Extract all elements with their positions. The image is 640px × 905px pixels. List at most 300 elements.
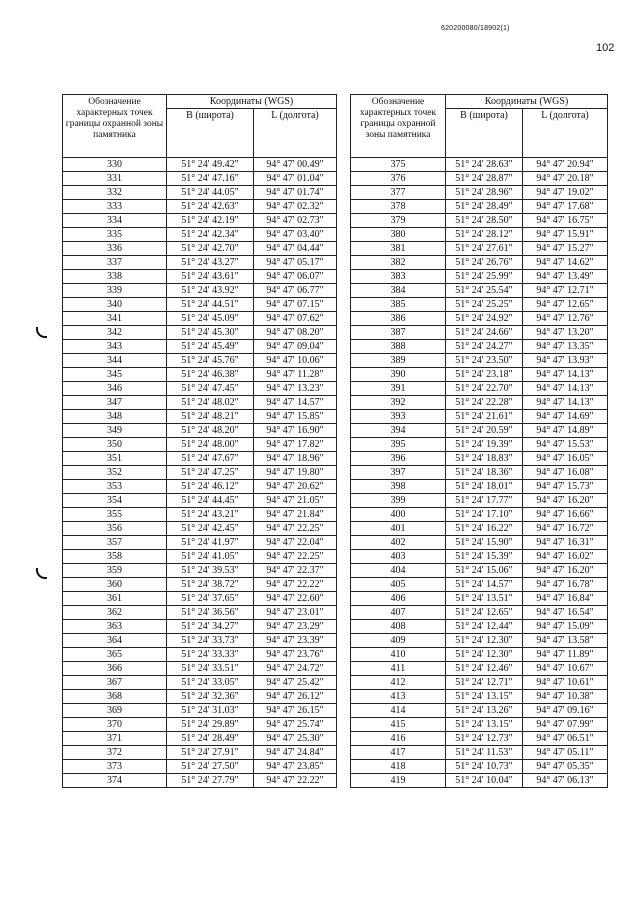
longitude-cell: 94° 47' 10.61" — [523, 676, 608, 690]
table-row — [63, 466, 337, 480]
table-row — [63, 228, 337, 242]
longitude-cell: 94° 47' 16.72" — [523, 522, 608, 536]
point-number-cell: 371 — [63, 732, 167, 746]
longitude-cell: 94° 47' 23.29" — [254, 620, 337, 634]
point-number-cell: 385 — [351, 298, 446, 312]
point-number-cell: 395 — [351, 438, 446, 452]
latitude-cell: 51° 24' 18.01" — [446, 480, 523, 494]
latitude-cell: 51° 24' 22.28" — [446, 396, 523, 410]
table-row — [351, 704, 608, 718]
table-row — [351, 382, 608, 396]
longitude-cell: 94° 47' 01.04" — [254, 172, 337, 186]
latitude-cell: 51° 24' 14.57" — [446, 578, 523, 592]
point-number-cell: 406 — [351, 592, 446, 606]
longitude-cell: 94° 47' 08.20" — [254, 326, 337, 340]
table-row — [63, 410, 337, 424]
longitude-cell: 94° 47' 16.08" — [523, 466, 608, 480]
longitude-cell: 94° 47' 06.07" — [254, 270, 337, 284]
table-row — [351, 466, 608, 480]
longitude-cell: 94° 47' 16.75" — [523, 214, 608, 228]
longitude-cell: 94° 47' 21.05" — [254, 494, 337, 508]
table-row — [63, 242, 337, 256]
table-row — [351, 256, 608, 270]
point-number-cell: 405 — [351, 578, 446, 592]
latitude-cell: 51° 24' 32.36" — [167, 690, 254, 704]
point-number-cell: 392 — [351, 396, 446, 410]
latitude-cell: 51° 24' 33.51" — [167, 662, 254, 676]
longitude-cell: 94° 47' 19.80" — [254, 466, 337, 480]
table-row — [351, 186, 608, 200]
latitude-cell: 51° 24' 31.03" — [167, 704, 254, 718]
longitude-cell: 94° 47' 13.35" — [523, 340, 608, 354]
longitude-cell: 94° 47' 22.60" — [254, 592, 337, 606]
point-number-cell: 402 — [351, 536, 446, 550]
longitude-cell: 94° 47' 16.20" — [523, 564, 608, 578]
table-row — [351, 522, 608, 536]
latitude-cell: 51° 24' 22.70" — [446, 382, 523, 396]
table-row — [63, 270, 337, 284]
point-number-cell: 387 — [351, 326, 446, 340]
latitude-cell: 51° 24' 15.06" — [446, 564, 523, 578]
point-number-cell: 415 — [351, 718, 446, 732]
point-number-cell: 340 — [63, 298, 167, 312]
longitude-cell: 94° 47' 25.74" — [254, 718, 337, 732]
point-number-cell: 334 — [63, 214, 167, 228]
longitude-cell: 94° 47' 02.73" — [254, 214, 337, 228]
table-row — [351, 480, 608, 494]
longitude-cell: 94° 47' 16.66" — [523, 508, 608, 522]
latitude-cell: 51° 24' 28.49" — [446, 200, 523, 214]
latitude-cell: 51° 24' 25.99" — [446, 270, 523, 284]
latitude-cell: 51° 24' 29.89" — [167, 718, 254, 732]
point-number-cell: 400 — [351, 508, 446, 522]
point-number-cell: 366 — [63, 662, 167, 676]
point-number-cell: 397 — [351, 466, 446, 480]
latitude-cell: 51° 24' 41.97" — [167, 536, 254, 550]
point-number-cell: 408 — [351, 620, 446, 634]
point-number-cell: 341 — [63, 312, 167, 326]
latitude-cell: 51° 24' 45.49" — [167, 340, 254, 354]
longitude-cell: 94° 47' 05.17" — [254, 256, 337, 270]
latitude-cell: 51° 24' 21.61" — [446, 410, 523, 424]
table-row — [63, 438, 337, 452]
latitude-cell: 51° 24' 38.72" — [167, 578, 254, 592]
longitude-cell: 94° 47' 22.22" — [254, 774, 337, 788]
point-number-cell: 419 — [351, 774, 446, 788]
latitude-cell: 51° 24' 15.39" — [446, 550, 523, 564]
table-row — [351, 298, 608, 312]
table-row — [63, 774, 337, 788]
latitude-cell: 51° 24' 49.42" — [167, 158, 254, 172]
longitude-cell: 94° 47' 16.90" — [254, 424, 337, 438]
table-row — [351, 746, 608, 760]
table-row — [351, 438, 608, 452]
point-number-cell: 342 — [63, 326, 167, 340]
point-number-cell: 339 — [63, 284, 167, 298]
point-number-cell: 410 — [351, 648, 446, 662]
latitude-cell: 51° 24' 25.54" — [446, 284, 523, 298]
longitude-cell: 94° 47' 15.73" — [523, 480, 608, 494]
latitude-cell: 51° 24' 44.45" — [167, 494, 254, 508]
table-row — [63, 648, 337, 662]
table-row — [351, 760, 608, 774]
latitude-cell: 51° 24' 42.45" — [167, 522, 254, 536]
table-row — [63, 704, 337, 718]
latitude-cell: 51° 24' 13.26" — [446, 704, 523, 718]
longitude-cell: 94° 47' 16.84" — [523, 592, 608, 606]
longitude-cell: 94° 47' 20.62" — [254, 480, 337, 494]
point-number-cell: 338 — [63, 270, 167, 284]
latitude-header: B (широта) — [446, 109, 523, 158]
longitude-cell: 94° 47' 16.54" — [523, 606, 608, 620]
point-number-cell: 378 — [351, 200, 446, 214]
latitude-cell: 51° 24' 23.18" — [446, 368, 523, 382]
longitude-cell: 94° 47' 10.38" — [523, 690, 608, 704]
longitude-cell: 94° 47' 13.49" — [523, 270, 608, 284]
latitude-cell: 51° 24' 43.21" — [167, 508, 254, 522]
point-number-cell: 353 — [63, 480, 167, 494]
table-row — [351, 662, 608, 676]
table-row — [351, 200, 608, 214]
longitude-cell: 94° 47' 15.53" — [523, 438, 608, 452]
table-row — [63, 214, 337, 228]
table-row — [351, 732, 608, 746]
latitude-cell: 51° 24' 28.96" — [446, 186, 523, 200]
table-row — [63, 634, 337, 648]
table-row — [351, 340, 608, 354]
table-row — [351, 620, 608, 634]
table-row — [63, 690, 337, 704]
latitude-cell: 51° 24' 17.10" — [446, 508, 523, 522]
table-row — [63, 368, 337, 382]
latitude-cell: 51° 24' 15.90" — [446, 536, 523, 550]
point-number-cell: 413 — [351, 690, 446, 704]
table-row — [63, 340, 337, 354]
table-row — [63, 494, 337, 508]
longitude-cell: 94° 47' 07.99" — [523, 718, 608, 732]
longitude-cell: 94° 47' 16.31" — [523, 536, 608, 550]
point-number-cell: 363 — [63, 620, 167, 634]
latitude-cell: 51° 24' 16.22" — [446, 522, 523, 536]
longitude-cell: 94° 47' 13.20" — [523, 326, 608, 340]
point-number-cell: 349 — [63, 424, 167, 438]
point-number-cell: 364 — [63, 634, 167, 648]
latitude-cell: 51° 24' 42.70" — [167, 242, 254, 256]
point-number-cell: 369 — [63, 704, 167, 718]
point-number-cell: 384 — [351, 284, 446, 298]
table-row — [351, 396, 608, 410]
latitude-cell: 51° 24' 25.25" — [446, 298, 523, 312]
point-number-cell: 382 — [351, 256, 446, 270]
point-number-cell: 396 — [351, 452, 446, 466]
latitude-cell: 51° 24' 12.30" — [446, 648, 523, 662]
longitude-cell: 94° 47' 12.71" — [523, 284, 608, 298]
latitude-cell: 51° 24' 39.53" — [167, 564, 254, 578]
point-number-cell: 389 — [351, 354, 446, 368]
longitude-cell: 94° 47' 17.82" — [254, 438, 337, 452]
latitude-cell: 51° 24' 42.19" — [167, 214, 254, 228]
latitude-cell: 51° 24' 33.05" — [167, 676, 254, 690]
point-number-cell: 411 — [351, 662, 446, 676]
latitude-cell: 51° 24' 18.36" — [446, 466, 523, 480]
point-number-cell: 351 — [63, 452, 167, 466]
designation-header: Обозначение характерных точек границы охранной зоны памятника — [63, 95, 167, 158]
point-number-cell: 381 — [351, 242, 446, 256]
point-number-cell: 403 — [351, 550, 446, 564]
latitude-cell: 51° 24' 24.66" — [446, 326, 523, 340]
point-number-cell: 412 — [351, 676, 446, 690]
longitude-cell: 94° 47' 13.58" — [523, 634, 608, 648]
latitude-cell: 51° 24' 18.83" — [446, 452, 523, 466]
point-number-cell: 345 — [63, 368, 167, 382]
latitude-cell: 51° 24' 19.39" — [446, 438, 523, 452]
point-number-cell: 375 — [351, 158, 446, 172]
latitude-cell: 51° 24' 45.09" — [167, 312, 254, 326]
longitude-cell: 94° 47' 25.42" — [254, 676, 337, 690]
latitude-cell: 51° 24' 42.63" — [167, 200, 254, 214]
longitude-cell: 94° 47' 15.09" — [523, 620, 608, 634]
point-number-cell: 372 — [63, 746, 167, 760]
point-number-cell: 335 — [63, 228, 167, 242]
latitude-cell: 51° 24' 24.92" — [446, 312, 523, 326]
coordinates-table-left — [62, 94, 337, 788]
point-number-cell: 331 — [63, 172, 167, 186]
longitude-cell: 94° 47' 13.93" — [523, 354, 608, 368]
longitude-cell: 94° 47' 14.69" — [523, 410, 608, 424]
point-number-cell: 379 — [351, 214, 446, 228]
latitude-cell: 51° 24' 28.50" — [446, 214, 523, 228]
table-row — [351, 284, 608, 298]
point-number-cell: 344 — [63, 354, 167, 368]
margin-bracket-mark — [36, 568, 47, 579]
table-row — [351, 410, 608, 424]
table-row — [351, 578, 608, 592]
page-number: 102 — [596, 42, 615, 54]
longitude-cell: 94° 47' 22.22" — [254, 578, 337, 592]
latitude-cell: 51° 24' 46.12" — [167, 480, 254, 494]
point-number-cell: 398 — [351, 480, 446, 494]
point-number-cell: 337 — [63, 256, 167, 270]
table-row — [351, 270, 608, 284]
longitude-cell: 94° 47' 14.13" — [523, 382, 608, 396]
latitude-cell: 51° 24' 12.46" — [446, 662, 523, 676]
latitude-cell: 51° 24' 24.27" — [446, 340, 523, 354]
point-number-cell: 399 — [351, 494, 446, 508]
table-row — [63, 256, 337, 270]
coordinates-header: Координаты (WGS) — [446, 95, 608, 109]
table-row — [351, 312, 608, 326]
latitude-cell: 51° 24' 43.92" — [167, 284, 254, 298]
point-number-cell: 414 — [351, 704, 446, 718]
point-number-cell: 354 — [63, 494, 167, 508]
latitude-cell: 51° 24' 13.51" — [446, 592, 523, 606]
longitude-cell: 94° 47' 26.15" — [254, 704, 337, 718]
latitude-cell: 51° 24' 28.49" — [167, 732, 254, 746]
table-row — [63, 200, 337, 214]
designation-header: Обозначение характерных точек границы охранной зоны памятника — [351, 95, 446, 158]
latitude-cell: 51° 24' 33.33" — [167, 648, 254, 662]
table-row — [351, 564, 608, 578]
point-number-cell: 417 — [351, 746, 446, 760]
table-row — [63, 382, 337, 396]
longitude-cell: 94° 47' 24.72" — [254, 662, 337, 676]
point-number-cell: 394 — [351, 424, 446, 438]
point-number-cell: 350 — [63, 438, 167, 452]
latitude-cell: 51° 24' 28.87" — [446, 172, 523, 186]
table-row — [351, 242, 608, 256]
table-row — [351, 774, 608, 788]
latitude-cell: 51° 24' 10.73" — [446, 760, 523, 774]
longitude-cell: 94° 47' 17.68" — [523, 200, 608, 214]
table-row — [63, 550, 337, 564]
latitude-cell: 51° 24' 44.51" — [167, 298, 254, 312]
longitude-cell: 94° 47' 22.25" — [254, 522, 337, 536]
longitude-header: L (долгота) — [254, 109, 337, 158]
longitude-cell: 94° 47' 22.37" — [254, 564, 337, 578]
longitude-cell: 94° 47' 06.51" — [523, 732, 608, 746]
table-row — [351, 550, 608, 564]
latitude-cell: 51° 24' 27.50" — [167, 760, 254, 774]
point-number-cell: 347 — [63, 396, 167, 410]
latitude-header: B (широта) — [167, 109, 254, 158]
latitude-cell: 51° 24' 48.00" — [167, 438, 254, 452]
point-number-cell: 346 — [63, 382, 167, 396]
point-number-cell: 361 — [63, 592, 167, 606]
latitude-cell: 51° 24' 43.27" — [167, 256, 254, 270]
longitude-cell: 94° 47' 26.12" — [254, 690, 337, 704]
point-number-cell: 368 — [63, 690, 167, 704]
table-row — [63, 186, 337, 200]
point-number-cell: 407 — [351, 606, 446, 620]
point-number-cell: 362 — [63, 606, 167, 620]
longitude-cell: 94° 47' 05.35" — [523, 760, 608, 774]
table-row — [63, 480, 337, 494]
longitude-cell: 94° 47' 22.25" — [254, 550, 337, 564]
table-row — [351, 592, 608, 606]
table-row — [351, 452, 608, 466]
table-row — [63, 662, 337, 676]
table-row — [351, 606, 608, 620]
table-row — [351, 228, 608, 242]
point-number-cell: 359 — [63, 564, 167, 578]
longitude-cell: 94° 47' 20.94" — [523, 158, 608, 172]
latitude-cell: 51° 24' 12.65" — [446, 606, 523, 620]
table-row — [351, 690, 608, 704]
latitude-cell: 51° 24' 47.45" — [167, 382, 254, 396]
longitude-cell: 94° 47' 24.84" — [254, 746, 337, 760]
table-row — [63, 172, 337, 186]
latitude-cell: 51° 24' 48.02" — [167, 396, 254, 410]
latitude-cell: 51° 24' 47.67" — [167, 452, 254, 466]
point-number-cell: 355 — [63, 508, 167, 522]
table-row — [63, 508, 337, 522]
latitude-cell: 51° 24' 12.30" — [446, 634, 523, 648]
table-row — [63, 620, 337, 634]
longitude-cell: 94° 47' 03.40" — [254, 228, 337, 242]
point-number-cell: 358 — [63, 550, 167, 564]
longitude-cell: 94° 47' 06.77" — [254, 284, 337, 298]
longitude-cell: 94° 47' 13.23" — [254, 382, 337, 396]
latitude-cell: 51° 24' 34.27" — [167, 620, 254, 634]
longitude-cell: 94° 47' 14.13" — [523, 368, 608, 382]
longitude-cell: 94° 47' 23.39" — [254, 634, 337, 648]
point-number-cell: 388 — [351, 340, 446, 354]
point-number-cell: 404 — [351, 564, 446, 578]
longitude-cell: 94° 47' 14.89" — [523, 424, 608, 438]
latitude-cell: 51° 24' 28.63" — [446, 158, 523, 172]
latitude-cell: 51° 24' 27.61" — [446, 242, 523, 256]
longitude-cell: 94° 47' 12.65" — [523, 298, 608, 312]
latitude-cell: 51° 24' 43.61" — [167, 270, 254, 284]
longitude-cell: 94° 47' 09.16" — [523, 704, 608, 718]
point-number-cell: 373 — [63, 760, 167, 774]
table-row — [351, 326, 608, 340]
longitude-cell: 94° 47' 07.15" — [254, 298, 337, 312]
longitude-cell: 94° 47' 15.91" — [523, 228, 608, 242]
latitude-cell: 51° 24' 27.91" — [167, 746, 254, 760]
table-row — [351, 508, 608, 522]
latitude-cell: 51° 24' 42.34" — [167, 228, 254, 242]
latitude-cell: 51° 24' 47.25" — [167, 466, 254, 480]
point-number-cell: 357 — [63, 536, 167, 550]
longitude-cell: 94° 47' 18.96" — [254, 452, 337, 466]
longitude-cell: 94° 47' 23.01" — [254, 606, 337, 620]
document-id: 620200080/18902(1) — [441, 25, 510, 32]
margin-bracket-mark — [36, 327, 47, 338]
table-row — [351, 158, 608, 172]
longitude-cell: 94° 47' 16.78" — [523, 578, 608, 592]
table-row — [63, 606, 337, 620]
table-row — [351, 676, 608, 690]
table-row — [351, 368, 608, 382]
longitude-cell: 94° 47' 14.13" — [523, 396, 608, 410]
latitude-cell: 51° 24' 28.12" — [446, 228, 523, 242]
longitude-cell: 94° 47' 21.84" — [254, 508, 337, 522]
latitude-cell: 51° 24' 41.05" — [167, 550, 254, 564]
table-row — [351, 634, 608, 648]
latitude-cell: 51° 24' 13.15" — [446, 718, 523, 732]
longitude-cell: 94° 47' 16.02" — [523, 550, 608, 564]
point-number-cell: 356 — [63, 522, 167, 536]
table-row — [63, 396, 337, 410]
point-number-cell: 376 — [351, 172, 446, 186]
latitude-cell: 51° 24' 11.53" — [446, 746, 523, 760]
point-number-cell: 370 — [63, 718, 167, 732]
latitude-cell: 51° 24' 12.71" — [446, 676, 523, 690]
point-number-cell: 383 — [351, 270, 446, 284]
longitude-cell: 94° 47' 19.02" — [523, 186, 608, 200]
table-row — [351, 536, 608, 550]
table-row — [63, 746, 337, 760]
longitude-cell: 94° 47' 10.67" — [523, 662, 608, 676]
longitude-cell: 94° 47' 10.06" — [254, 354, 337, 368]
latitude-cell: 51° 24' 36.56" — [167, 606, 254, 620]
latitude-cell: 51° 24' 17.77" — [446, 494, 523, 508]
latitude-cell: 51° 24' 12.44" — [446, 620, 523, 634]
longitude-cell: 94° 47' 11.89" — [523, 648, 608, 662]
longitude-cell: 94° 47' 15.27" — [523, 242, 608, 256]
latitude-cell: 51° 24' 27.79" — [167, 774, 254, 788]
point-number-cell: 333 — [63, 200, 167, 214]
point-number-cell: 390 — [351, 368, 446, 382]
table-row — [63, 354, 337, 368]
point-number-cell: 380 — [351, 228, 446, 242]
point-number-cell: 416 — [351, 732, 446, 746]
table-row — [63, 578, 337, 592]
table-row — [63, 564, 337, 578]
longitude-cell: 94° 47' 06.13" — [523, 774, 608, 788]
longitude-cell: 94° 47' 01.74" — [254, 186, 337, 200]
